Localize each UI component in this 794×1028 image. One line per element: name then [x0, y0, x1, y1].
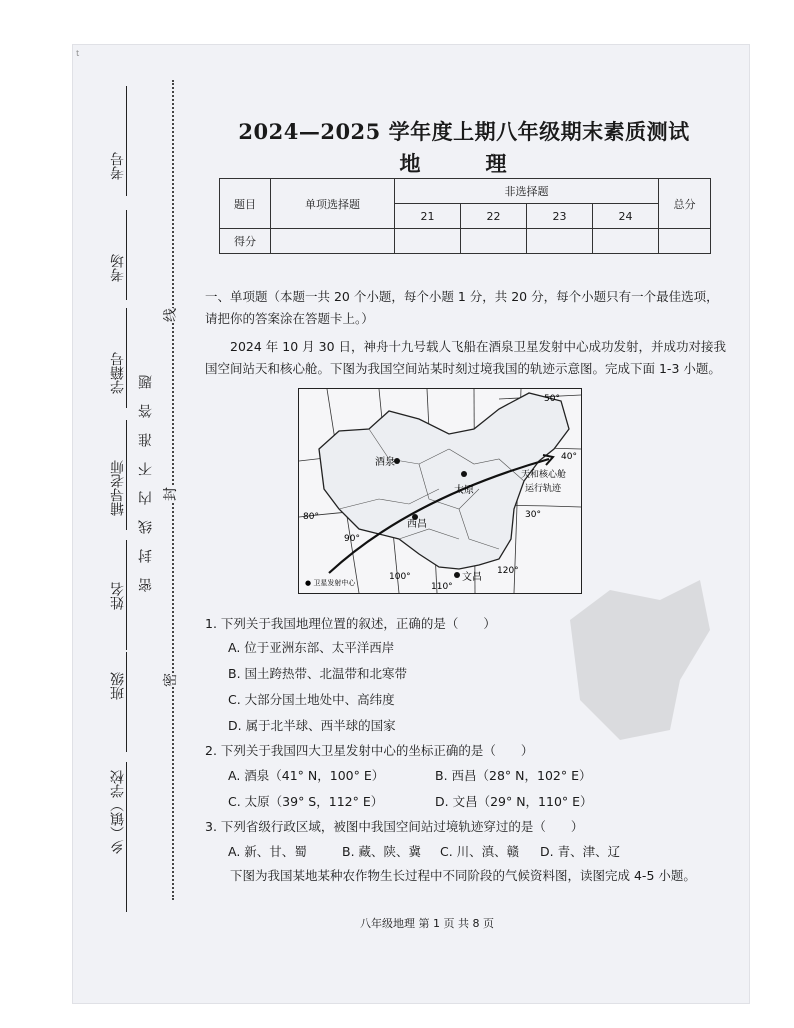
- field-exam-number-line[interactable]: [126, 86, 127, 196]
- field-student-id: 学籍号: [110, 352, 126, 394]
- q2-option-c[interactable]: C. 太原（39° S，112° E）: [228, 794, 384, 809]
- q1-option-c[interactable]: C. 大部分国土地处中、高纬度: [228, 692, 395, 707]
- field-class-line[interactable]: [126, 652, 127, 752]
- score-col-question: 题目: [220, 179, 271, 229]
- q2-option-a[interactable]: A. 酒泉（41° N，100° E）: [228, 768, 385, 783]
- corner-mark: t: [76, 49, 80, 58]
- label-xichang: 西昌: [407, 519, 427, 530]
- field-name: 姓名: [110, 582, 126, 610]
- passage-line: 国空间站天和核心舱。下图为我国空间站某时刻过境我国的轨迹示意图。完成下面 1-3 小题。: [205, 361, 721, 376]
- label-lat-30: 30°: [525, 510, 541, 520]
- question-2-stem: 2. 下列关于我国四大卫星发射中心的坐标正确的是（ ）: [205, 743, 534, 758]
- label-lat-50: 50°: [544, 394, 560, 404]
- label-taiyuan: 太原: [454, 485, 474, 496]
- label-orbit-1: 天和核心舱: [521, 470, 567, 480]
- score-col-nonchoice: 非选择题: [395, 179, 659, 204]
- question-1-stem: 1. 下列关于我国地理位置的叙述，正确的是（ ）: [205, 616, 496, 631]
- field-tutor: 辅导老师: [110, 460, 126, 516]
- wenchang-dot-icon: [454, 572, 460, 578]
- score-cell[interactable]: [527, 229, 593, 254]
- seal-char-secret: 密: [160, 673, 180, 687]
- map-legend: ● 卫星发射中心: [305, 579, 356, 587]
- seal-char-line: 线: [160, 308, 180, 322]
- q3-option-d[interactable]: D. 青、津、辽: [540, 844, 621, 859]
- score-cell[interactable]: [395, 229, 461, 254]
- score-col-21: 21: [395, 204, 461, 229]
- taiyuan-dot-icon: [461, 471, 467, 477]
- label-lon-110: 110°: [431, 582, 453, 592]
- next-passage: 下图为我国某地某种农作物生长过程中不同阶段的气候资料图，读图完成 4-5 小题。: [230, 868, 696, 883]
- page-footer: 八年级地理 第 1 页 共 8 页: [360, 917, 494, 930]
- score-col-23: 23: [527, 204, 593, 229]
- label-lon-90: 90°: [344, 534, 360, 544]
- q3-option-c[interactable]: C. 川、滇、赣: [440, 844, 520, 859]
- field-township-school-line[interactable]: [126, 762, 127, 912]
- question-3-stem: 3. 下列省级行政区域，被图中我国空间站过境轨迹穿过的是（ ）: [205, 819, 584, 834]
- q2-option-d[interactable]: D. 文昌（29° N，110° E）: [435, 794, 593, 809]
- field-exam-room: 考场: [110, 254, 126, 282]
- seal-notice: 密封线内不准答题: [138, 360, 154, 592]
- field-student-id-line[interactable]: [126, 308, 127, 408]
- label-lat-40: 40°: [561, 452, 577, 462]
- score-col-single-choice: 单项选择题: [271, 179, 395, 229]
- field-exam-room-line[interactable]: [126, 210, 127, 300]
- q1-option-d[interactable]: D. 属于北半球、西半球的国家: [228, 718, 396, 733]
- space-station-orbit-map: [298, 388, 582, 594]
- score-cell[interactable]: [271, 229, 395, 254]
- q3-option-b[interactable]: B. 藏、陕、冀: [342, 844, 422, 859]
- q3-option-a[interactable]: A. 新、甘、蜀: [228, 844, 307, 859]
- exam-title: 2024—2025 学年度上期八年级期末素质测试: [238, 119, 690, 144]
- label-orbit-2: 运行轨迹: [525, 484, 562, 494]
- label-lon-100: 100°: [389, 572, 411, 582]
- field-exam-number: 考号: [110, 152, 126, 180]
- q2-option-b[interactable]: B. 西昌（28° N，102° E）: [435, 768, 592, 783]
- label-wenchang: 文昌: [462, 572, 482, 583]
- field-class: 班级: [110, 672, 126, 700]
- passage-line: 2024 年 10 月 30 日，神舟十九号载人飞船在酒泉卫星发射中心成功发射，并成功对接我: [230, 339, 726, 354]
- score-cell[interactable]: [593, 229, 659, 254]
- score-col-24: 24: [593, 204, 659, 229]
- q1-option-a[interactable]: A. 位于亚洲东部、太平洋西岸: [228, 640, 395, 655]
- score-col-22: 22: [461, 204, 527, 229]
- score-row-label: 得分: [220, 229, 271, 254]
- show-through-image: [550, 560, 720, 760]
- field-tutor-line[interactable]: [126, 420, 127, 530]
- q1-option-b[interactable]: B. 国土跨热带、北温带和北寒带: [228, 666, 408, 681]
- field-name-line[interactable]: [126, 540, 127, 650]
- seal-char-seal: 封: [160, 487, 180, 501]
- instruction-line: 一、单项题（本题一共 20 个小题，每个小题 1 分，共 20 分，每个小题只有一个最佳选项，: [205, 289, 719, 304]
- section1-instructions: [205, 286, 725, 330]
- label-lon-80: 80°: [303, 512, 319, 522]
- field-township-school: 乡（镇）学校: [110, 770, 126, 854]
- label-lon-120: 120°: [497, 566, 519, 576]
- label-jiuquan: 酒泉: [375, 457, 395, 468]
- passage: [205, 336, 730, 380]
- score-cell[interactable]: [659, 229, 711, 254]
- score-col-total: 总分: [659, 179, 711, 229]
- score-cell[interactable]: [461, 229, 527, 254]
- subject-title: 地 理: [399, 151, 529, 176]
- score-table: [219, 178, 711, 254]
- instruction-line: 请把你的答案涂在答题卡上。）: [205, 311, 374, 326]
